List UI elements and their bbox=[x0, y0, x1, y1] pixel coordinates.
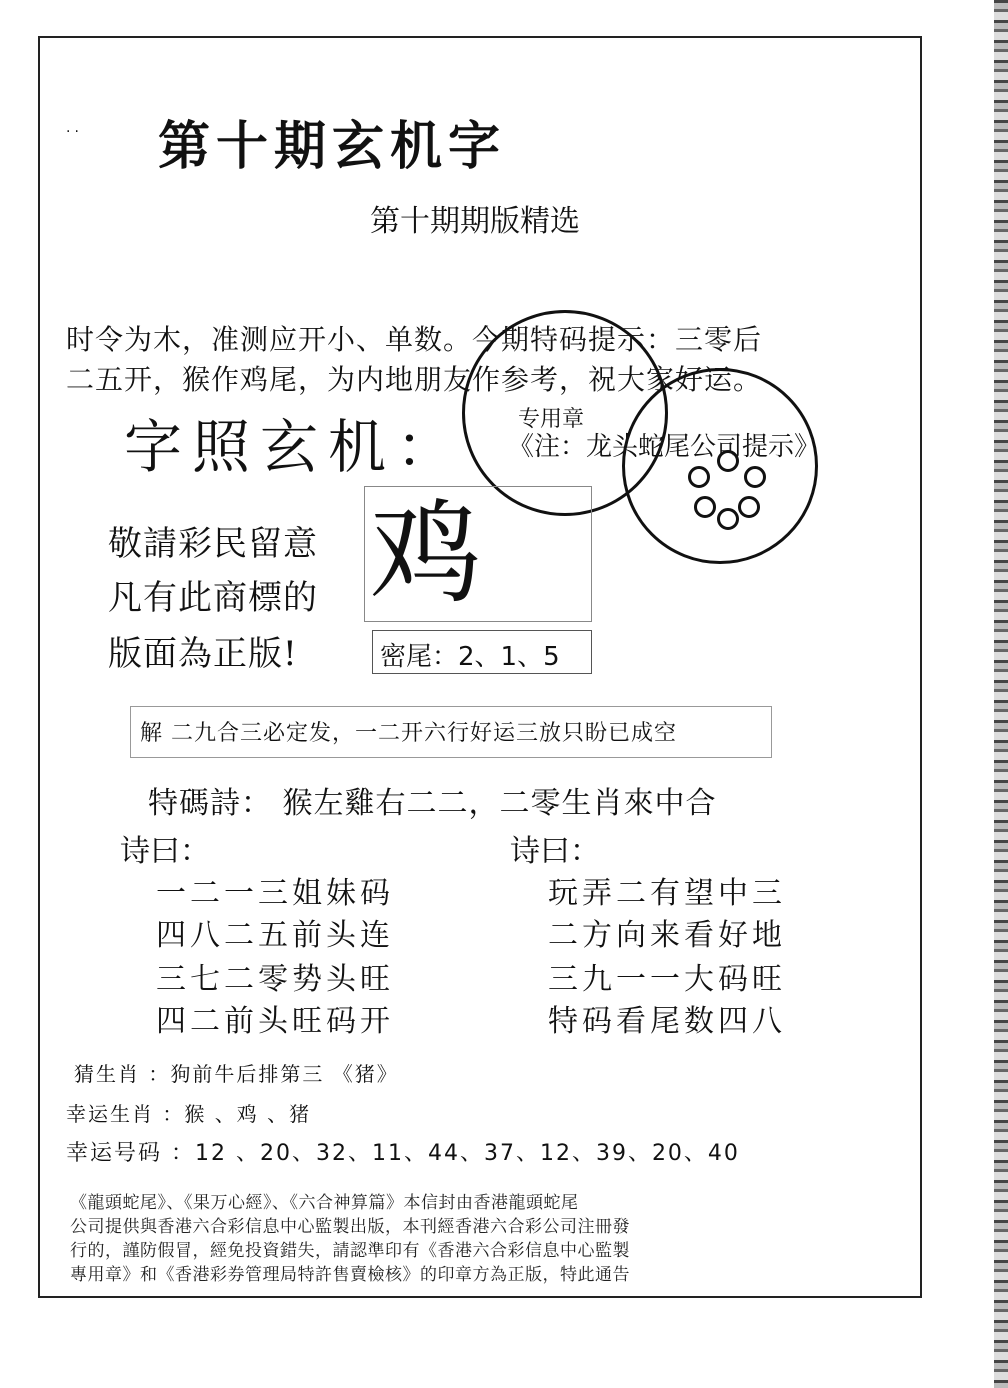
poem-right-title: 诗曰： bbox=[510, 834, 600, 869]
company-note: 《注：龙头蛇尾公司提示》 bbox=[508, 432, 821, 462]
poem-left-line: 一二一三姐妹码 bbox=[156, 876, 394, 911]
warning-line-3: 版面為正版! bbox=[108, 634, 298, 674]
poem-right-line: 三九一一大码旺 bbox=[548, 962, 786, 997]
intro-line-2: 二五开，猴作鸡尾，为内地朋友作参考，祝大家好运。 bbox=[66, 363, 763, 396]
poem-left-line: 三七二零势头旺 bbox=[156, 962, 394, 997]
poem-left-title: 诗曰： bbox=[120, 834, 210, 869]
lucky-zodiac: 幸运生肖 ：猴 、鸡 、猪 bbox=[66, 1102, 312, 1126]
stamp-text: 专用章 bbox=[518, 407, 585, 432]
warning-line-1: 敬請彩民留意 bbox=[108, 524, 318, 564]
warning-line-2: 凡有此商標的 bbox=[108, 578, 318, 618]
guess-zodiac: 猜生肖 ：狗前牛后排第三 《猪》 bbox=[74, 1062, 399, 1086]
footer-line-3: 行的，謹防假冒，經免投資錯失，請認準印有《香港六合彩信息中心監製 bbox=[70, 1241, 630, 1261]
mystery-character: 鸡 bbox=[370, 489, 482, 619]
poem-left-line: 四八二五前头连 bbox=[156, 918, 394, 953]
footer-line-4: 專用章》和《香港彩券管理局特許售賣檢核》的印章方為正版，特此通告 bbox=[70, 1265, 630, 1285]
poem-right-line: 玩弄二有望中三 bbox=[548, 876, 786, 911]
scan-dots: .. bbox=[66, 120, 83, 136]
scan-edge bbox=[994, 0, 1008, 1388]
jie-text: 解 二九合三必定发，一二开六行好运三放只盼已成空 bbox=[140, 721, 677, 746]
zhao-label: 字照玄机： bbox=[124, 413, 465, 481]
intro-line-1: 时令为木，准测应开小、单数。今期特码提示：三零后 bbox=[66, 323, 763, 356]
poem-heading: 特碼詩： 猴左雞右二二，二零生肖來中合 bbox=[148, 786, 717, 821]
poem-left-line: 四二前头旺码开 bbox=[156, 1004, 394, 1039]
poem-right-line: 特码看尾数四八 bbox=[548, 1004, 786, 1039]
lucky-numbers: 幸运号码 ：12 、20、32、11、44、37、12、39、20、40 bbox=[66, 1141, 740, 1166]
footer-line-1: 《龍頭蛇尾》、《果万心經》、《六合神算篇》本信封由香港龍頭蛇尾 bbox=[70, 1193, 579, 1213]
poem-right-line: 二方向来看好地 bbox=[548, 918, 786, 953]
page-subtitle: 第十期期版精选 bbox=[370, 204, 580, 239]
footer-line-2: 公司提供與香港六合彩信息中心監製出版，本刊經香港六合彩公司注冊發 bbox=[70, 1217, 630, 1237]
page-title: 第十期玄机字 bbox=[158, 116, 507, 177]
miwei-text: 密尾：2、1、5 bbox=[380, 642, 560, 672]
